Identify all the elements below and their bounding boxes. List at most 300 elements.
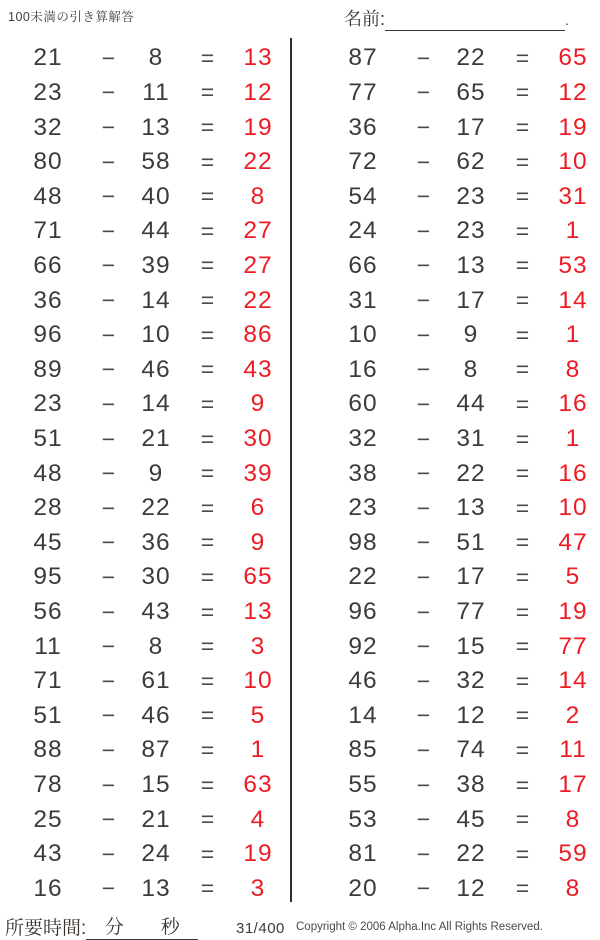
problem-row [317, 283, 600, 318]
equals-sign: = [200, 840, 216, 867]
subtrahend: 14 [141, 286, 171, 314]
minuend: 60 [348, 390, 378, 418]
equals-sign: = [200, 563, 216, 590]
minuend: 53 [348, 805, 378, 833]
minuend: 22 [348, 563, 378, 591]
answer-value: 22 [243, 148, 273, 176]
minus-sign: − [101, 736, 117, 763]
equals-sign: = [200, 633, 216, 660]
elapsed-time-label: 所要時間: [5, 918, 87, 939]
subtrahend: 30 [141, 563, 171, 591]
minuend: 51 [33, 701, 63, 729]
answer-value: 47 [558, 528, 588, 556]
minus-sign: − [416, 702, 432, 729]
problem-row [317, 145, 600, 180]
answer-value: 8 [250, 182, 266, 210]
minus-sign: − [416, 494, 432, 521]
subtrahend: 13 [456, 494, 486, 522]
minus-sign: − [101, 529, 117, 556]
copyright-notice: Copyright © 2006 Alpha.Inc All Rights Reserved. [296, 921, 543, 933]
subtrahend: 51 [456, 528, 486, 556]
minuend: 16 [348, 355, 378, 383]
answer-value: 59 [558, 840, 588, 868]
minus-sign: − [416, 598, 432, 625]
equals-sign: = [515, 114, 531, 141]
subtrahend: 58 [141, 148, 171, 176]
minus-sign: − [101, 425, 117, 452]
problem-row [2, 318, 290, 353]
minus-sign: − [101, 287, 117, 314]
seconds-label: 秒 [160, 917, 180, 938]
minuend: 66 [33, 251, 63, 279]
answer-value: 3 [250, 632, 266, 660]
answer-value: 3 [250, 874, 266, 902]
subtrahend: 23 [456, 217, 486, 245]
equals-sign: = [515, 667, 531, 694]
answer-value: 10 [558, 148, 588, 176]
answer-value: 9 [250, 390, 266, 418]
equals-sign: = [515, 563, 531, 590]
equals-sign: = [515, 494, 531, 521]
minuend: 25 [33, 805, 63, 833]
answer-value: 65 [243, 563, 273, 591]
problem-row [2, 214, 290, 249]
equals-sign: = [515, 875, 531, 902]
problem-row [317, 872, 600, 907]
minus-sign: − [416, 44, 432, 71]
answer-value: 30 [243, 425, 273, 452]
subtrahend: 24 [141, 840, 171, 868]
equals-sign: = [200, 529, 216, 556]
answer-value: 6 [250, 494, 266, 522]
minuend: 43 [33, 840, 63, 868]
equals-sign: = [515, 79, 531, 106]
minus-sign: − [101, 252, 117, 279]
minus-sign: − [101, 183, 117, 210]
equals-sign: = [200, 183, 216, 210]
equals-sign: = [200, 321, 216, 348]
equals-sign: = [200, 390, 216, 417]
problem-row [2, 629, 290, 664]
problem-row [2, 664, 290, 699]
subtrahend: 14 [141, 390, 171, 418]
answer-value: 13 [243, 598, 273, 626]
subtrahend: 44 [456, 390, 486, 418]
minuend: 51 [33, 425, 63, 452]
subtrahend: 22 [456, 459, 486, 487]
answer-value: 8 [565, 355, 581, 383]
problem-row [2, 526, 290, 561]
minus-sign: − [416, 806, 432, 833]
minus-sign: − [101, 321, 117, 348]
problem-row [2, 491, 290, 526]
minus-sign: − [101, 598, 117, 625]
equals-sign: = [200, 287, 216, 314]
minuend: 32 [33, 113, 63, 141]
subtrahend: 8 [148, 44, 164, 72]
column-divider-line [290, 38, 292, 902]
problem-row [317, 352, 600, 387]
answer-value: 27 [243, 251, 273, 279]
equals-sign: = [200, 356, 216, 383]
minuend: 89 [33, 355, 63, 383]
minus-sign: − [101, 840, 117, 867]
minuend: 95 [33, 563, 63, 591]
answer-value: 14 [558, 286, 588, 314]
equals-sign: = [515, 148, 531, 175]
page-number: 31/400 [236, 920, 285, 937]
answer-value: 77 [558, 632, 588, 660]
answer-value: 5 [250, 701, 266, 729]
minuend: 21 [33, 44, 63, 72]
subtrahend: 8 [148, 632, 164, 660]
minus-sign: − [101, 702, 117, 729]
minus-sign: − [101, 217, 117, 244]
problem-row [2, 422, 290, 457]
answer-value: 63 [243, 771, 273, 799]
equals-sign: = [200, 217, 216, 244]
equals-sign: = [515, 529, 531, 556]
minuend: 87 [348, 44, 378, 72]
problem-row [317, 733, 600, 768]
equals-sign: = [515, 840, 531, 867]
subtrahend: 17 [456, 113, 486, 141]
equals-sign: = [515, 425, 531, 452]
minuend: 32 [348, 425, 378, 452]
answer-value: 8 [565, 805, 581, 833]
minuend: 96 [348, 598, 378, 626]
minus-sign: − [416, 114, 432, 141]
equals-sign: = [200, 148, 216, 175]
minus-sign: − [416, 529, 432, 556]
minus-sign: − [416, 321, 432, 348]
minuend: 46 [348, 667, 378, 695]
answer-value: 1 [565, 217, 581, 245]
subtrahend: 38 [456, 771, 486, 799]
subtrahend: 15 [456, 632, 486, 660]
problem-row [2, 837, 290, 872]
minus-sign: − [101, 114, 117, 141]
problem-row [317, 768, 600, 803]
equals-sign: = [200, 425, 216, 452]
equals-sign: = [200, 667, 216, 694]
minus-sign: − [416, 287, 432, 314]
minuend: 24 [348, 217, 378, 245]
answer-value: 1 [565, 425, 581, 452]
minuend: 23 [33, 390, 63, 418]
minuend: 20 [348, 874, 378, 902]
minuend: 92 [348, 632, 378, 660]
equals-sign: = [515, 736, 531, 763]
subtrahend: 32 [456, 667, 486, 695]
minuend: 77 [348, 78, 378, 106]
minuend: 28 [33, 494, 63, 522]
minuend: 11 [34, 632, 62, 660]
problem-row [2, 145, 290, 180]
minus-sign: − [416, 390, 432, 417]
subtrahend: 65 [456, 78, 486, 106]
answer-value: 8 [565, 874, 581, 902]
problem-row [317, 837, 600, 872]
name-field [344, 5, 569, 31]
minus-sign: − [416, 79, 432, 106]
minuend: 48 [33, 459, 63, 487]
equals-sign: = [515, 252, 531, 279]
problem-row [317, 560, 600, 595]
answer-value: 19 [243, 840, 273, 868]
answer-value: 22 [243, 286, 273, 314]
name-line-terminator: . [565, 12, 569, 28]
minuend: 71 [33, 217, 63, 245]
minuend: 38 [348, 459, 378, 487]
minus-sign: − [416, 736, 432, 763]
equals-sign: = [515, 356, 531, 383]
minuend: 23 [33, 78, 63, 106]
time-blank-line [86, 918, 198, 940]
minuend: 14 [348, 701, 378, 729]
problem-row [2, 456, 290, 491]
subtrahend: 21 [141, 805, 171, 833]
equals-sign: = [515, 598, 531, 625]
subtrahend: 22 [141, 494, 171, 522]
minus-sign: − [101, 356, 117, 383]
minus-sign: − [101, 633, 117, 660]
problem-row [2, 802, 290, 837]
answer-value: 14 [558, 667, 588, 695]
problem-row [317, 491, 600, 526]
minutes-label: 分 [104, 917, 124, 938]
equals-sign: = [515, 217, 531, 244]
minuend: 54 [348, 182, 378, 210]
problem-row [317, 629, 600, 664]
problem-row [2, 179, 290, 214]
subtrahend: 22 [456, 44, 486, 72]
problem-row [317, 802, 600, 837]
minuend: 98 [348, 528, 378, 556]
minus-sign: − [416, 183, 432, 210]
problems-left [2, 41, 290, 906]
minus-sign: − [101, 563, 117, 590]
answer-value: 86 [243, 321, 273, 349]
equals-sign: = [515, 44, 531, 71]
minus-sign: − [101, 875, 117, 902]
minus-sign: − [416, 875, 432, 902]
answer-value: 1 [565, 321, 581, 349]
equals-sign: = [200, 806, 216, 833]
problem-row [2, 387, 290, 422]
answer-value: 17 [558, 771, 588, 799]
subtrahend: 8 [463, 355, 479, 383]
answer-value: 5 [565, 563, 581, 591]
minus-sign: − [416, 771, 432, 798]
subtrahend: 46 [141, 355, 171, 383]
answer-value: 19 [558, 113, 588, 141]
minuend: 48 [33, 182, 63, 210]
minuend: 85 [348, 736, 378, 764]
equals-sign: = [200, 702, 216, 729]
minuend: 16 [33, 874, 63, 902]
problem-row [2, 249, 290, 284]
problem-row [2, 733, 290, 768]
answer-value: 11 [559, 736, 587, 764]
minuend: 78 [33, 771, 63, 799]
problem-row [317, 699, 600, 734]
subtrahend: 10 [141, 321, 171, 349]
answer-value: 65 [558, 44, 588, 72]
minus-sign: − [416, 667, 432, 694]
answer-value: 16 [558, 390, 588, 418]
answer-value: 2 [565, 701, 581, 729]
problem-row [2, 595, 290, 630]
subtrahend: 74 [456, 736, 486, 764]
equals-sign: = [200, 494, 216, 521]
answer-value: 13 [243, 44, 273, 72]
problem-row [317, 387, 600, 422]
problem-row [317, 664, 600, 699]
minus-sign: − [416, 460, 432, 487]
minus-sign: − [416, 217, 432, 244]
minuend: 66 [348, 251, 378, 279]
minus-sign: − [101, 390, 117, 417]
problem-row [2, 41, 290, 76]
equals-sign: = [515, 633, 531, 660]
minus-sign: − [101, 148, 117, 175]
equals-sign: = [515, 287, 531, 314]
problem-row [317, 422, 600, 457]
minus-sign: − [416, 633, 432, 660]
minus-sign: − [101, 771, 117, 798]
subtrahend: 45 [456, 805, 486, 833]
minuend: 72 [348, 148, 378, 176]
minus-sign: − [101, 667, 117, 694]
problem-row [2, 768, 290, 803]
subtrahend: 77 [456, 598, 486, 626]
equals-sign: = [200, 598, 216, 625]
minus-sign: − [416, 148, 432, 175]
name-blank-line [385, 11, 565, 31]
subtrahend: 11 [142, 78, 170, 106]
problem-row [317, 456, 600, 491]
problem-row [317, 214, 600, 249]
minus-sign: − [416, 563, 432, 590]
subtrahend: 13 [141, 874, 171, 902]
problem-row [317, 249, 600, 284]
subtrahend: 12 [456, 874, 486, 902]
minuend: 88 [33, 736, 63, 764]
subtrahend: 46 [141, 701, 171, 729]
problem-row [317, 526, 600, 561]
equals-sign: = [200, 460, 216, 487]
problem-row [2, 283, 290, 318]
minuend: 23 [348, 494, 378, 522]
answer-value: 10 [243, 667, 273, 695]
minuend: 80 [33, 148, 63, 176]
problem-row [317, 179, 600, 214]
minus-sign: − [416, 252, 432, 279]
page-title: 100未満の引き算解答 [8, 10, 135, 24]
problem-row [317, 76, 600, 111]
equals-sign: = [515, 321, 531, 348]
subtrahend: 9 [148, 459, 164, 487]
name-label: 名前: [344, 9, 386, 29]
equals-sign: = [515, 390, 531, 417]
subtrahend: 31 [456, 425, 486, 452]
minuend: 31 [348, 286, 378, 314]
equals-sign: = [515, 702, 531, 729]
answer-value: 19 [558, 598, 588, 626]
subtrahend: 22 [456, 840, 486, 868]
minuend: 55 [348, 771, 378, 799]
problem-row [317, 318, 600, 353]
equals-sign: = [200, 252, 216, 279]
subtrahend: 61 [141, 667, 171, 695]
minuend: 56 [33, 598, 63, 626]
problem-row [2, 76, 290, 111]
minus-sign: − [101, 806, 117, 833]
problem-row [2, 699, 290, 734]
problems-right [317, 41, 600, 906]
subtrahend: 13 [456, 251, 486, 279]
subtrahend: 15 [141, 771, 171, 799]
minuend: 36 [348, 113, 378, 141]
problem-row [317, 110, 600, 145]
minus-sign: − [416, 840, 432, 867]
problem-row [2, 110, 290, 145]
subtrahend: 87 [141, 736, 171, 764]
subtrahend: 40 [141, 182, 171, 210]
subtrahend: 21 [141, 425, 171, 452]
elapsed-time-field [5, 913, 198, 940]
subtrahend: 17 [456, 563, 486, 591]
subtrahend: 9 [463, 321, 479, 349]
minus-sign: − [101, 494, 117, 521]
subtrahend: 12 [456, 701, 486, 729]
minuend: 71 [33, 667, 63, 695]
subtrahend: 43 [141, 598, 171, 626]
subtrahend: 13 [141, 113, 171, 141]
answer-value: 12 [243, 78, 273, 106]
equals-sign: = [515, 183, 531, 210]
equals-sign: = [515, 806, 531, 833]
problem-row [317, 41, 600, 76]
minuend: 96 [33, 321, 63, 349]
minus-sign: − [101, 460, 117, 487]
answer-value: 1 [250, 736, 266, 764]
answer-value: 4 [250, 805, 266, 833]
answer-value: 12 [558, 78, 588, 106]
minuend: 36 [33, 286, 63, 314]
minuend: 45 [33, 528, 63, 556]
subtrahend: 39 [141, 251, 171, 279]
problem-row [317, 595, 600, 630]
equals-sign: = [200, 875, 216, 902]
subtrahend: 36 [141, 528, 171, 556]
minuend: 10 [348, 321, 378, 349]
minus-sign: − [101, 44, 117, 71]
answer-value: 10 [558, 494, 588, 522]
minus-sign: − [416, 356, 432, 383]
problem-row [2, 872, 290, 907]
equals-sign: = [200, 771, 216, 798]
answer-value: 16 [558, 459, 588, 487]
subtrahend: 62 [456, 148, 486, 176]
answer-value: 39 [243, 459, 273, 487]
problem-row [2, 560, 290, 595]
subtrahend: 44 [141, 217, 171, 245]
subtrahend: 23 [456, 182, 486, 210]
subtrahend: 17 [456, 286, 486, 314]
answer-value: 9 [250, 528, 266, 556]
